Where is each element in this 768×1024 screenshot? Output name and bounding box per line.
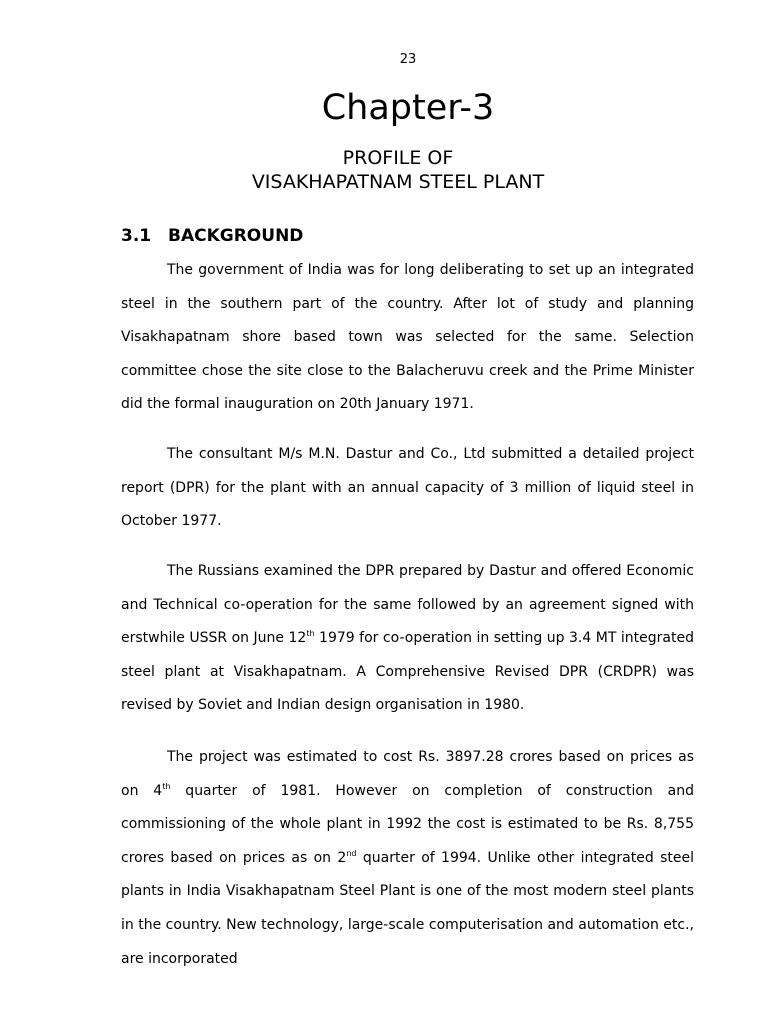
subtitle-line-2: VISAKHAPATNAM STEEL PLANT xyxy=(251,171,545,193)
page-number: 23 xyxy=(399,52,417,67)
section-title: BACKGROUND xyxy=(168,226,304,246)
paragraph-4-text-a: The project was estimated to cost Rs. 3897.28 crores based on prices as on 4 xyxy=(121,749,694,799)
subtitle-line-1: PROFILE OF xyxy=(342,147,454,169)
paragraph-4-text-c: quarter of 1994. Unlike other integrated steel plants in India Visakhapatnam Steel Plant is one of the most modern steel plants in the country. New technology, large-scale computerisation and automation etc., are incorporated xyxy=(121,849,694,967)
paragraph-4 xyxy=(121,741,694,976)
paragraph-4-superscript-2: nd xyxy=(346,848,357,858)
section-heading xyxy=(121,224,303,248)
paragraph-3-superscript: th xyxy=(306,629,315,639)
paragraph-4-text-b: quarter of 1981. However on completion of construction and commissioning of the whole plant in 1992 the cost is estimated to be Rs. 8,755 crores based on prices as on 2 xyxy=(121,782,694,866)
chapter-title: Chapter-3 xyxy=(321,88,495,128)
paragraph-3-text-a: The Russians examined the DPR prepared by Dastur and offered Economic and Technical co-operation for the same followed by an agreement signed with erstwhile USSR on June 12 xyxy=(121,563,694,647)
section-number: 3.1 xyxy=(121,226,152,246)
paragraph-1: The government of India was for long deliberating to set up an integrated steel in the southern part of the country. After lot of study and planning Visakhapatnam shore based town was selected for the same. Selection committee chose the site close to the Balacheruvu creek and the Prime Minister did the formal inauguration on 20th January 1971. xyxy=(121,262,694,413)
paragraph-3 xyxy=(121,555,694,723)
paragraph-2: The consultant M/s M.N. Dastur and Co., Ltd submitted a detailed project report (DPR) for the plant with an annual capacity of 3 million of liquid steel in October 1977. xyxy=(121,446,694,530)
paragraph-3-text-b: 1979 for co-operation in setting up 3.4 MT integrated steel plant at Visakhapatnam. A Comprehensive Revised DPR (CRDPR) was revised by Soviet and Indian design organisation in 1980. xyxy=(121,630,694,714)
paragraph-4-superscript-1: th xyxy=(162,781,171,791)
